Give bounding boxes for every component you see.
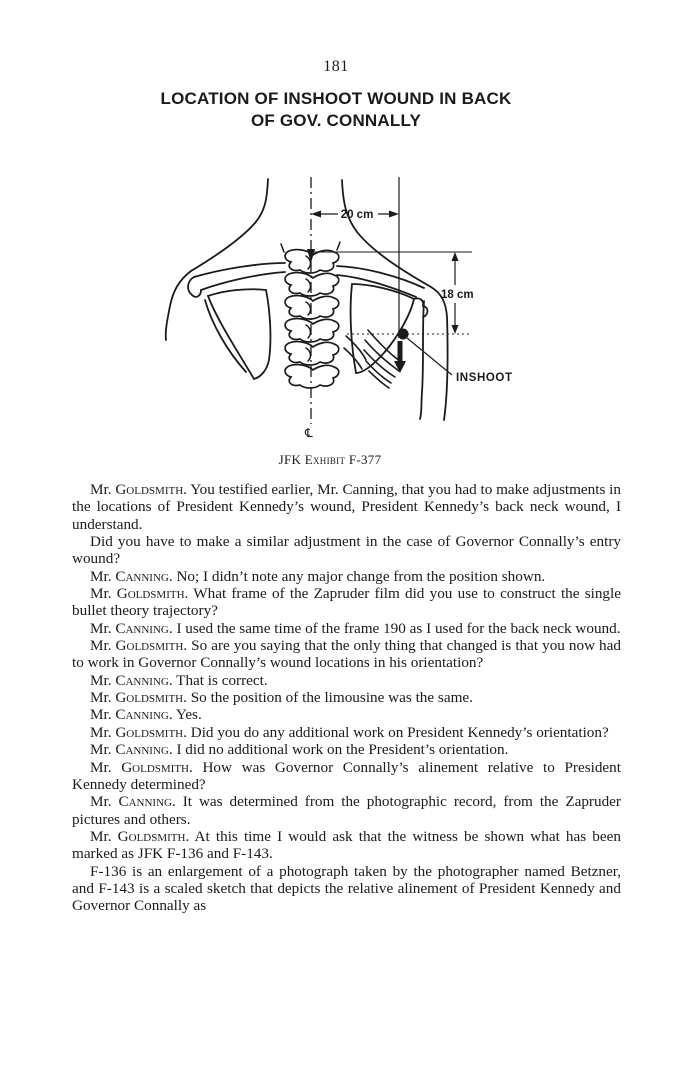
inshoot-leader-line: [407, 338, 452, 375]
height-dimension-label: 18 cm: [441, 289, 474, 301]
speaker-name: Goldsmith.: [115, 689, 187, 707]
speaker-name: Goldsmith.: [116, 585, 189, 603]
transcript-paragraph: Mr. Goldsmith. Did you do any additional work on President Kennedy’s orientation?: [90, 723, 609, 741]
neck-left-line: [191, 179, 268, 271]
transcript-paragraph: Mr. Canning. I used the same time of the frame 190 as I used for the back neck wound.: [90, 619, 621, 637]
transcript-paragraph: Mr. Goldsmith. You testified earlier, Mr. Canning, that you had to make adjustments in the locations of President Kennedy’s wound, President Kennedy’s back neck wound, I understand.: [72, 481, 621, 533]
transcript-paragraph: Mr. Canning. No; I didn’t note any major change from the position shown.: [90, 567, 546, 585]
speaker-name: Goldsmith.: [115, 637, 188, 655]
speaker-name: Canning.: [115, 741, 173, 759]
figure-caption: JFK Exhibit F-377: [278, 452, 382, 467]
transcript: [72, 481, 621, 915]
exhibit-figure: [0, 172, 691, 448]
transcript-paragraph: Did you have to make a similar adjustment in the case of Governor Connally’s entry wound?: [72, 533, 621, 568]
inshoot-wound-dot: [398, 329, 409, 340]
speaker-name: Goldsmith.: [117, 827, 190, 845]
transcript-paragraph: Mr. Canning. That is correct.: [90, 671, 268, 689]
speaker-name: Goldsmith.: [115, 481, 187, 498]
width-dimension-label: 20 cm: [340, 209, 374, 221]
back-anatomy-drawing: [0, 172, 691, 448]
transcript-paragraph: Mr. Canning. I did no additional work on the President’s orientation.: [90, 741, 509, 759]
spine-vertebrae: [285, 250, 339, 388]
speaker-name: Goldsmith.: [121, 758, 193, 776]
transcript-paragraph: Mr. Canning. Yes.: [90, 706, 202, 724]
transcript-paragraph: Mr. Goldsmith. So are you saying that the only thing that changed is that you now had to work in Governor Connally’s wound locations in his orientation?: [72, 637, 621, 672]
speaker-name: Goldsmith.: [115, 723, 187, 741]
page-number: 181: [323, 58, 349, 75]
transcript-paragraph: Mr. Goldsmith. How was Governor Connally’s alinement relative to President Kennedy determined?: [72, 758, 621, 793]
right-scapula: [351, 284, 414, 373]
transcript-paragraph: Mr. Goldsmith. So the position of the limousine was the same.: [90, 689, 473, 707]
left-scapula: [208, 289, 270, 379]
inshoot-label: INSHOOT: [456, 372, 513, 384]
transcript-paragraph: F-136 is an enlargement of a photograph taken by the photographer named Betzner, and F-143 is a scaled sketch that depicts the relative alinement of President Kennedy and Governor Connally as: [72, 862, 621, 915]
page-title-line2: OF GOV. CONNALLY: [250, 111, 422, 130]
page-title-line1: LOCATION OF INSHOOT WOUND IN BACK: [160, 89, 512, 108]
speaker-name: Canning.: [115, 671, 173, 689]
speaker-name: Canning.: [115, 706, 173, 724]
neck-right-line: [342, 180, 431, 287]
centerline-symbol: ℄: [305, 426, 313, 440]
transcript-paragraph: Mr. Canning. It was determined from the photographic record, from the Zapruder pictures and others.: [72, 793, 621, 828]
speaker-name: Canning.: [118, 793, 176, 811]
transcript-paragraph: Mr. Goldsmith. At this time I would ask that the witness be shown what has been marked as JFK F-136 and F-143.: [72, 827, 621, 863]
speaker-name: Canning.: [115, 567, 173, 585]
page-title: [0, 88, 672, 132]
speaker-name: Canning.: [115, 619, 173, 637]
anatomy-outline: [166, 179, 448, 420]
transcript-paragraph: Mr. Goldsmith. What frame of the Zapruder film did you use to construct the single bullet theory trajectory?: [72, 585, 621, 620]
